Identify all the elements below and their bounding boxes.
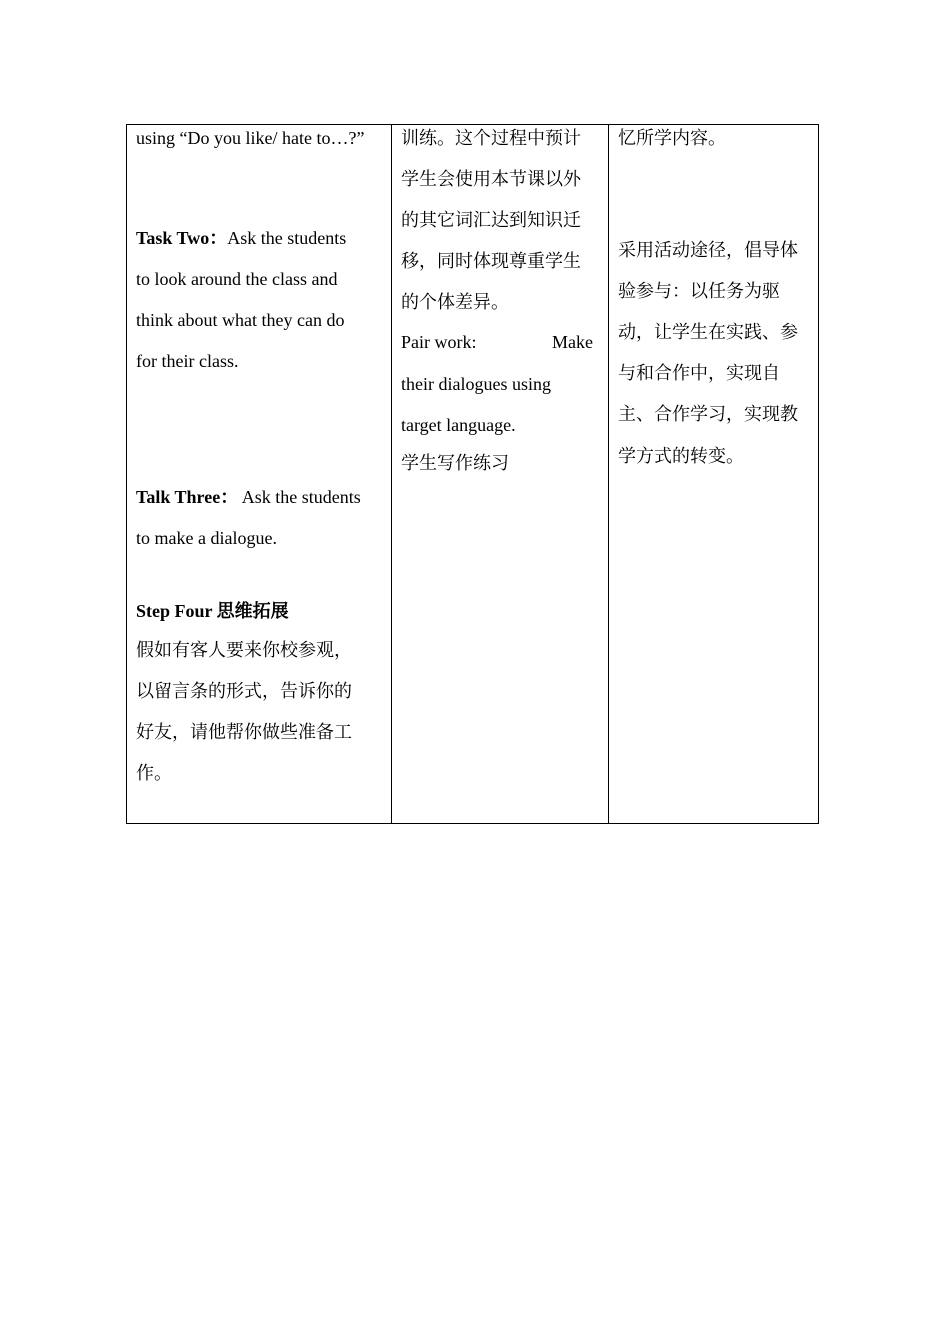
task-two-text: Ask the students: [227, 228, 347, 248]
task-two-label: Task Two：: [136, 228, 228, 248]
text-line: think about what they can do: [136, 310, 345, 330]
text-line: 训练。这个过程中预计: [401, 128, 581, 148]
text-line: 采用活动途径，倡导体: [618, 240, 798, 260]
text-line: 作。: [136, 763, 172, 783]
text-line: 移，同时体现尊重学生: [401, 251, 581, 271]
task-two-heading: [136, 218, 346, 259]
text-line: their dialogues using: [401, 374, 551, 394]
student-activity-cell: [392, 125, 609, 824]
text-line: 验参与：以任务为驱: [618, 281, 780, 301]
text-line: 学生会使用本节课以外: [401, 169, 581, 189]
design-intent-cell: [609, 125, 819, 824]
teaching-steps-cell: [127, 125, 392, 824]
text-line: 假如有客人要来你校参观，: [136, 640, 352, 660]
text-line: 的其它词汇达到知识迁: [401, 210, 581, 230]
table-row: [127, 125, 819, 824]
step-four-heading: Step Four 思维拓展: [136, 601, 289, 621]
text-line: 好友，请他帮你做些准备工: [136, 722, 352, 742]
pair-work-make: Make: [552, 332, 593, 352]
text-line: target language.: [401, 415, 516, 435]
text-line: 以留言条的形式，告诉你的: [136, 681, 352, 701]
text-line: using “Do you like/ hate to…?”: [136, 128, 365, 148]
text-line: to look around the class and: [136, 269, 338, 289]
talk-three-text: Ask the students: [238, 487, 361, 507]
text-line: for their class.: [136, 351, 239, 371]
text-line: 的个体差异。: [401, 292, 509, 312]
talk-three-heading: [136, 477, 361, 518]
lesson-plan-table: [126, 124, 819, 824]
pair-work-line: [401, 322, 593, 363]
pair-work-label: Pair work:: [401, 332, 477, 352]
text-line: to make a dialogue.: [136, 528, 277, 548]
text-line: 忆所学内容。: [618, 128, 726, 148]
text-line: 动，让学生在实践、参: [618, 322, 798, 342]
talk-three-label: Talk Three：: [136, 487, 239, 507]
text-line: 主、合作学习，实现教: [618, 404, 798, 424]
text-line: 学方式的转变。: [618, 446, 744, 466]
text-line: 学生写作练习: [401, 453, 509, 473]
text-line: 与和合作中，实现自: [618, 363, 780, 383]
